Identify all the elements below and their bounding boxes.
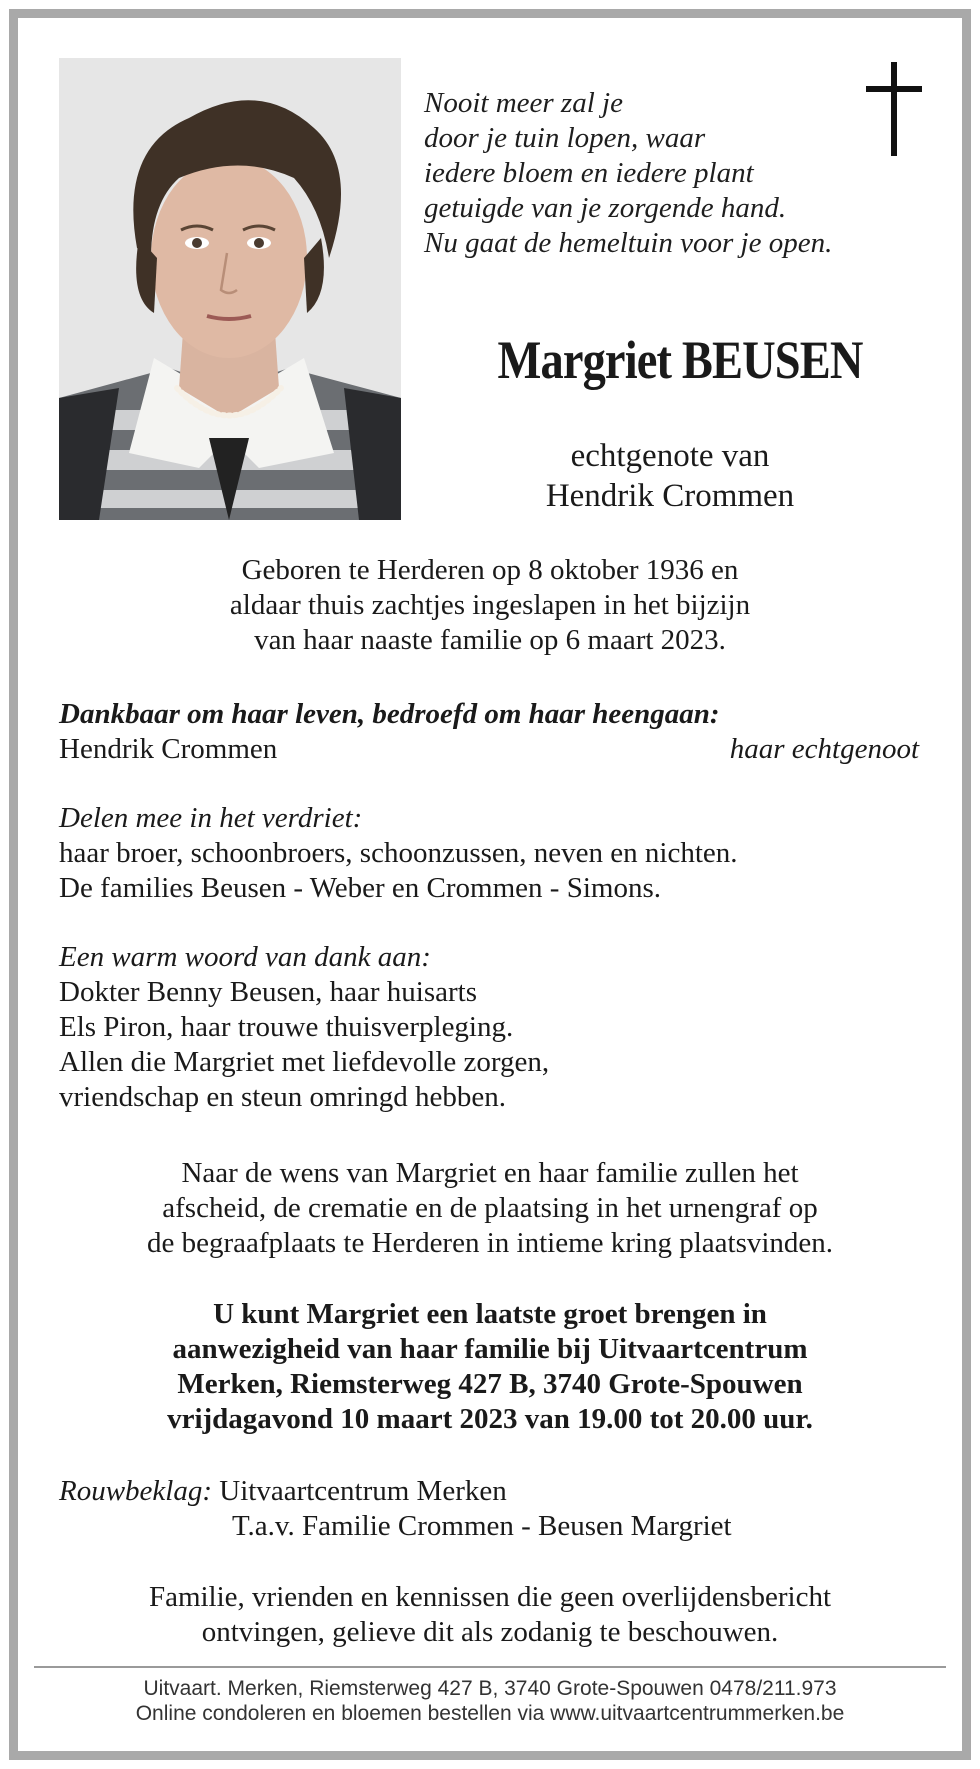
notice-line: Familie, vrienden en kennissen die geen overlijdensbericht — [148, 1581, 832, 1613]
thanks-line: Els Piron, haar trouwe thuisverpleging. — [59, 1011, 514, 1043]
mourners-heading: Dankbaar om haar leven, bedroefd om haar heengaan: — [59, 698, 720, 730]
footer — [40, 1676, 940, 1726]
condolences-section — [59, 1474, 939, 1544]
mourner-relation: haar echtgenoot — [729, 733, 919, 765]
notice-line: ontvingen, gelieve dit als zodanig te beschouwen. — [201, 1616, 779, 1648]
spouse-line: echtgenote van — [570, 438, 770, 474]
farewell-section — [40, 1156, 940, 1261]
poem-line: door je tuin lopen, waar — [424, 122, 706, 154]
farewell-line: afscheid, de crematie en de plaatsing in het urnengraf op — [162, 1192, 818, 1224]
birth-line: Geboren te Herderen op 8 oktober 1936 en — [241, 554, 739, 586]
share-section — [59, 801, 939, 906]
thanks-section — [59, 940, 939, 1115]
mourner-name: Hendrik Crommen — [59, 733, 278, 765]
condolences-label: Rouwbeklag: — [59, 1475, 213, 1507]
condolences-line: T.a.v. Familie Crommen - Beusen Margriet — [232, 1510, 732, 1542]
portrait-photo — [59, 58, 401, 520]
share-line: haar broer, schoonbroers, schoonzussen, neven en nichten. — [59, 837, 738, 869]
visitation-section — [60, 1297, 920, 1437]
spouse-block — [460, 436, 880, 516]
poem-line: iedere bloem en iedere plant — [424, 157, 754, 189]
thanks-line: Allen die Margriet met liefdevolle zorgen, — [59, 1046, 550, 1078]
spouse-line: Hendrik Crommen — [545, 478, 795, 514]
footer-online: Online condoleren en bloemen bestellen via www.uitvaartcentrummerken.be — [135, 1702, 845, 1725]
visitation-line: aanwezigheid van haar familie bij Uitvaartcentrum — [172, 1333, 808, 1365]
share-line: De families Beusen - Weber en Crommen - Simons. — [59, 872, 661, 904]
birth-line: aldaar thuis zachtjes ingeslapen in het bijzijn — [229, 589, 751, 621]
footer-address: Uitvaart. Merken, Riemsterweg 427 B, 3740 Grote-Spouwen 0478/211.973 — [143, 1677, 837, 1700]
notice-section — [50, 1580, 930, 1650]
thanks-line: vriendschap en steun omringd hebben. — [59, 1081, 506, 1113]
cross-icon — [864, 60, 924, 160]
farewell-line: de begraafplaats te Herderen in intieme kring plaatsvinden. — [146, 1227, 834, 1259]
footer-divider — [34, 1666, 946, 1668]
birth-death-info — [60, 553, 920, 658]
deceased-name: Margriet BEUSEN — [497, 330, 863, 390]
poem-line: getuigde van je zorgende hand. — [424, 192, 787, 224]
visitation-line: vrijdagavond 10 maart 2023 van 19.00 tot 20.00 uur. — [167, 1403, 813, 1435]
share-heading: Delen mee in het verdriet: — [59, 802, 363, 834]
birth-line: van haar naaste familie op 6 maart 2023. — [254, 624, 726, 656]
poem-line: Nu gaat de hemeltuin voor je open. — [424, 227, 833, 259]
portrait-illustration — [59, 58, 401, 520]
farewell-line: Naar de wens van Margriet en haar familie zullen het — [181, 1157, 799, 1189]
poem-line: Nooit meer zal je — [424, 87, 623, 119]
condolences-line: Uitvaartcentrum Merken — [219, 1475, 507, 1507]
poem — [424, 86, 894, 261]
visitation-line: Merken, Riemsterweg 427 B, 3740 Grote-Spouwen — [177, 1368, 803, 1400]
thanks-heading: Een warm woord van dank aan: — [59, 941, 431, 973]
thanks-line: Dokter Benny Beusen, haar huisarts — [59, 976, 477, 1008]
visitation-line: U kunt Margriet een laatste groet brengen in — [213, 1298, 767, 1330]
mourner-row — [59, 732, 939, 767]
mourners-section — [59, 697, 939, 767]
